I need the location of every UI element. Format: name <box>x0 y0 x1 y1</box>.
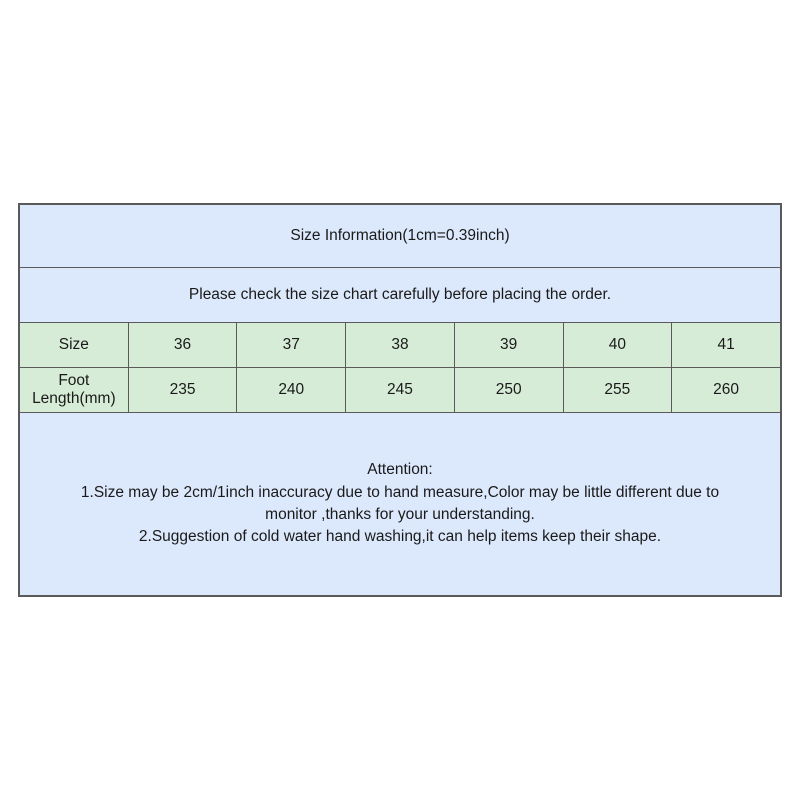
chart-subtitle: Please check the size chart carefully before placing the order. <box>20 268 781 323</box>
table-row <box>20 368 781 413</box>
size-cell-41: 41 <box>672 323 781 368</box>
foot-length-cell-36: 235 <box>128 368 237 413</box>
table-row-subtitle <box>20 268 781 323</box>
size-cell-39: 39 <box>454 323 563 368</box>
size-information-table <box>19 204 781 596</box>
attention-heading: Attention: <box>367 461 433 479</box>
table-row-attention <box>20 413 781 596</box>
size-cell-37: 37 <box>237 323 346 368</box>
size-cell-38: 38 <box>346 323 455 368</box>
attention-cell <box>20 413 781 596</box>
foot-length-cell-41: 260 <box>672 368 781 413</box>
row-label-foot-length: Foot Length(mm) <box>20 368 129 413</box>
size-cell-40: 40 <box>563 323 672 368</box>
attention-line-3: 2.Suggestion of cold water hand washing,it can help items keep their shape. <box>138 528 662 546</box>
attention-line-2: monitor ,thanks for your understanding. <box>265 506 535 523</box>
foot-length-cell-38: 245 <box>346 368 455 413</box>
chart-title: Size Information(1cm=0.39inch) <box>20 205 781 268</box>
table-row-title <box>20 205 781 268</box>
size-cell-36: 36 <box>128 323 237 368</box>
foot-length-cell-40: 255 <box>563 368 672 413</box>
table-row <box>20 323 781 368</box>
foot-length-cell-39: 250 <box>454 368 563 413</box>
attention-block <box>20 459 780 549</box>
attention-line-1: 1.Size may be 2cm/1inch inaccuracy due to hand measure,Color may be little different due to <box>80 483 720 501</box>
foot-length-cell-37: 240 <box>237 368 346 413</box>
row-label-size: Size <box>20 323 129 368</box>
size-chart <box>18 203 782 597</box>
